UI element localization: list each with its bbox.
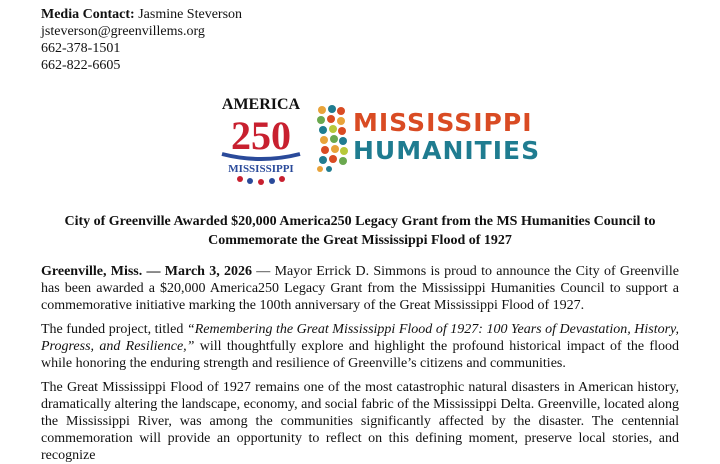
mississippi-humanities-wordmark [353, 109, 540, 165]
paragraph-2-end: will thoughtfully explore and highlight the profound historical impact of the flood while honoring the enduring strength and resilience of Greenville’s citizens and communities. [41, 339, 679, 371]
paragraph-2 [41, 321, 679, 372]
logo-dot [279, 176, 285, 182]
america250-number: 250 [231, 113, 291, 158]
project-title: “Remembering the Great Mississippi Flood of 1927: 100 Years of Devastation, History, Progress, and Resilience,” [41, 322, 679, 354]
paragraph-1-body: — Mayor Errick D. Simmons is proud to announce the City of Greenville has been awarded a $20,000 America250 Legacy Grant from the Mississippi Humanities Council to support a commemorative initiative marking the 100th anniversary of the Great Mississippi Flood of 1927. [41, 264, 679, 313]
america250-top-text: AMERICA [221, 96, 301, 113]
dateline: Greenville, Miss. — March 3, 2026 [41, 264, 253, 279]
headline-line-2: Commemorate the Great Mississippi Flood of 1927 [208, 233, 512, 248]
paragraph-2-start: The funded project, titled [41, 322, 187, 337]
logo-dot [269, 178, 275, 184]
paragraph-3: The Great Mississippi Flood of 1927 remains one of the most catastrophic natural disasters in American history, dramatically altering the landscape, economy, and social fabric of the Mississippi Delta. Greenville, located along the Mississippi River, was among the communities significantly affected by the disaster. The centennial commemoration will provide an opportunity to reflect on this defining moment, preserve local stories, and recognize [41, 380, 679, 463]
paragraph-1 [41, 263, 679, 314]
headline [40, 212, 680, 250]
media-contact-label: Media Contact: [41, 7, 135, 22]
logo-dot [247, 178, 253, 184]
media-contact-block [41, 6, 242, 74]
mississippi-state-mosaic-icon [314, 104, 350, 174]
logo-dot [258, 179, 264, 185]
logo-dot [237, 176, 243, 182]
headline-line-1: City of Greenville Awarded $20,000 America250 Legacy Grant from the MS Humanities Council to [64, 214, 656, 229]
humanities-line-2: HUMANITIES [353, 136, 541, 165]
contact-phone-1: 662-378-1501 [41, 41, 121, 56]
logo-row [0, 92, 720, 188]
humanities-line-1: MISSISSIPPI [353, 108, 533, 137]
media-contact-name: Jasmine Steverson [138, 7, 243, 22]
contact-phone-2: 662-822-6605 [41, 58, 121, 73]
america250-bottom-text: MISSISSIPPI [228, 163, 294, 175]
contact-email-link[interactable]: jsteverson@greenvillems.org [41, 24, 205, 39]
america250-mississippi-logo [216, 92, 306, 188]
